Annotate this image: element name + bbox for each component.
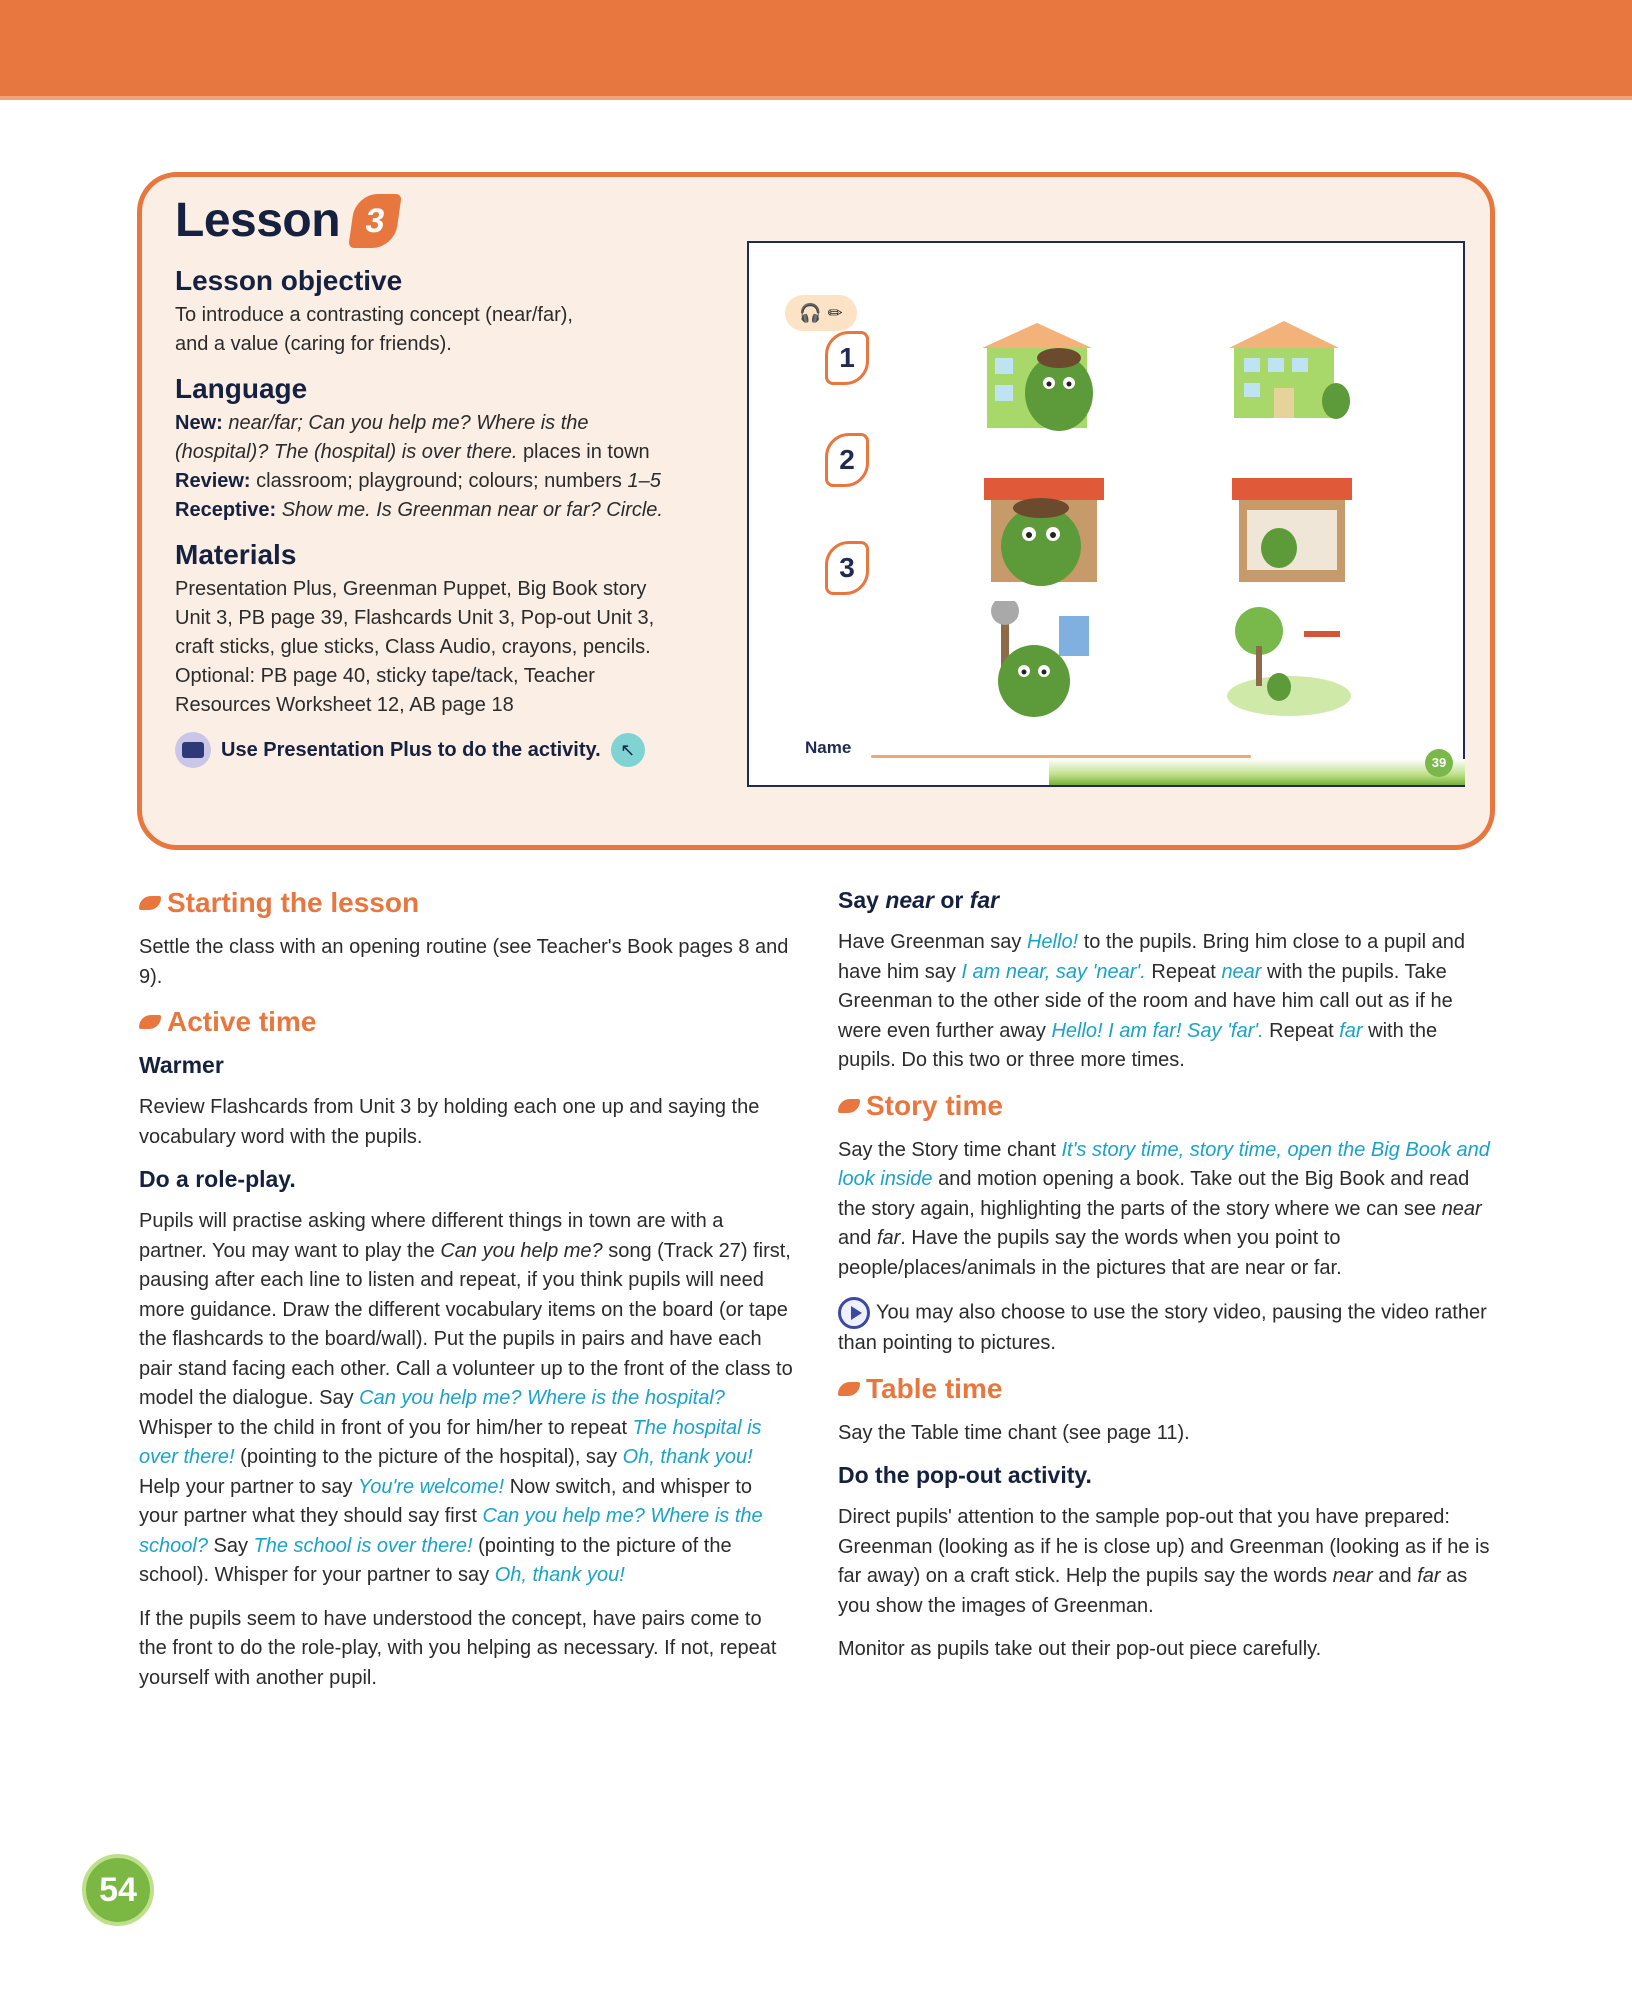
language-receptive: Receptive: Show me. Is Greenman near or far? Circle. (175, 499, 663, 521)
grass-decoration (1049, 759, 1465, 785)
activity-icons (785, 295, 857, 331)
lesson-title: Lesson 3 (175, 193, 398, 248)
story-text: Say the Story time chant It's story time, story time, open the Big Book and look inside and motion opening a book. Take out the Big Book and read the story again, highlighting the parts of the story where we can see near and far. Have the pupils say the words when you point to people/places/animals in the pictures that are near or far. (838, 1138, 1490, 1279)
say-near-far-heading: Say near or far (838, 887, 1000, 913)
presentation-plus-text: Use Presentation Plus to do the activity. (221, 738, 601, 761)
left-column (139, 887, 794, 1707)
popout-heading: Do the pop-out activity. (838, 1462, 1092, 1488)
greenman-far-playground-image (1224, 601, 1354, 721)
video-play-icon[interactable] (838, 1297, 870, 1329)
row-number: 1 (825, 331, 869, 385)
pencil-icon: ✏ (827, 302, 843, 323)
language-heading: Language (175, 373, 308, 404)
objective-heading: Lesson objective (175, 265, 403, 296)
objective-line: and a value (caring for friends). (175, 333, 452, 355)
section-heading: Active time (139, 1006, 794, 1038)
presentation-plus-row[interactable] (175, 732, 645, 768)
section-heading: Starting the lesson (139, 887, 794, 919)
leaf-icon (139, 896, 161, 910)
page-number-badge: 54 (82, 1854, 154, 1926)
warmer-heading: Warmer (139, 1052, 224, 1078)
objective-line: To introduce a contrasting concept (near/far), (175, 304, 573, 326)
leaf-icon (838, 1382, 860, 1396)
materials-line: Optional: PB page 40, sticky tape/tack, Teacher (175, 665, 595, 687)
lesson-summary-box (137, 172, 1495, 850)
greenman-far-shop-image (1227, 468, 1357, 588)
greenman-near-playground-image (979, 601, 1109, 721)
say-near-far-text: Have Greenman say Hello! to the pupils. Bring him close to a pupil and have him say I am near, say 'near'. Repeat near with the pupils. Take Greenman to the other side of the room and have him call out as if he were even further away Hello! I am far! Say 'far'. Repeat far with the pupils. Do this two or three more times. (838, 931, 1466, 1071)
cursor-icon: ↖ (611, 733, 645, 767)
name-line (871, 755, 1251, 758)
presentation-plus-icon (175, 732, 211, 768)
warmer-text: Review Flashcards from Unit 3 by holding each one up and saying the vocabulary word with the pupils. (139, 1096, 760, 1148)
name-label: Name (805, 738, 852, 757)
pupils-book-page-thumbnail (747, 241, 1465, 787)
materials-line: Presentation Plus, Greenman Puppet, Big Book story (175, 578, 647, 600)
section-heading: Table time (838, 1373, 1498, 1405)
greenman-near-shop-image (979, 468, 1109, 588)
monitor-text: Monitor as pupils take out their pop-out piece carefully. (838, 1638, 1322, 1660)
language-new-cont: (hospital)? The (hospital) is over there. places in town (175, 441, 650, 463)
top-color-band (0, 0, 1632, 100)
popout-text: Direct pupils' attention to the sample pop-out that you have prepared: Greenman (looking as if he is close up) and Greenman (looking as if he is far away) on a craft stick. Help the pupils say the words near and far as you show the images of Greenman. (838, 1506, 1490, 1617)
language-new: New: near/far; Can you help me? Where is the (175, 412, 589, 434)
row-number: 2 (825, 433, 869, 487)
greenman-near-hospital-image (977, 313, 1107, 433)
materials-line: craft sticks, glue sticks, Class Audio, crayons, pencils. (175, 636, 651, 658)
leaf-icon (838, 1099, 860, 1113)
leaf-icon (139, 1015, 161, 1029)
roleplay-final-text: If the pupils seem to have understood the concept, have pairs come to the front to do the role-play, with you helping as necessary. If not, repeat yourself with another pupil. (139, 1607, 777, 1689)
video-note: You may also choose to use the story video, pausing the video rather than pointing to pictures. (838, 1297, 1498, 1359)
row-number: 3 (825, 541, 869, 595)
greenman-far-school-image (1224, 313, 1354, 433)
roleplay-text: Pupils will practise asking where different things in town are with a partner. You may want to play the Can you help me? song (Track 27) first, pausing after each line to listen and repeat, if you think pupils will need more guidance. Draw the different vocabulary items on the board (or tape the flashcards to the board/wall). Put the pupils in pairs and have each pair stand facing each other. Call a volunteer up to the front of the class to model the dialogue. Say Can you help me? Where is the hospital? Whisper to the child in front of you for him/her to repeat The hospital is over there! (pointing to the picture of the hospital), say Oh, thank you! Help your partner to say You're welcome! Now switch, and whisper to your partner what they should say first Can you help me? Where is the school? Say The school is over there! (pointing to the picture of the school). Whisper for your partner to say Oh, thank you! (139, 1210, 793, 1586)
right-column (838, 887, 1498, 1679)
lesson-info-column (175, 265, 745, 720)
roleplay-heading: Do a role-play. (139, 1166, 296, 1192)
materials-line: Unit 3, PB page 39, Flashcards Unit 3, Pop-out Unit 3, (175, 607, 655, 629)
language-review: Review: classroom; playground; colours; numbers 1–5 (175, 470, 661, 492)
materials-line: Resources Worksheet 12, AB page 18 (175, 694, 514, 716)
lesson-number-badge: 3 (348, 194, 402, 248)
starting-text: Settle the class with an opening routine (see Teacher's Book pages 8 and 9). (139, 936, 789, 988)
section-heading: Story time (838, 1090, 1498, 1122)
headphones-icon: 🎧 (799, 302, 822, 323)
materials-heading: Materials (175, 539, 297, 570)
table-text: Say the Table time chant (see page 11). (838, 1421, 1190, 1444)
pupils-book-page-number: 39 (1425, 749, 1453, 777)
